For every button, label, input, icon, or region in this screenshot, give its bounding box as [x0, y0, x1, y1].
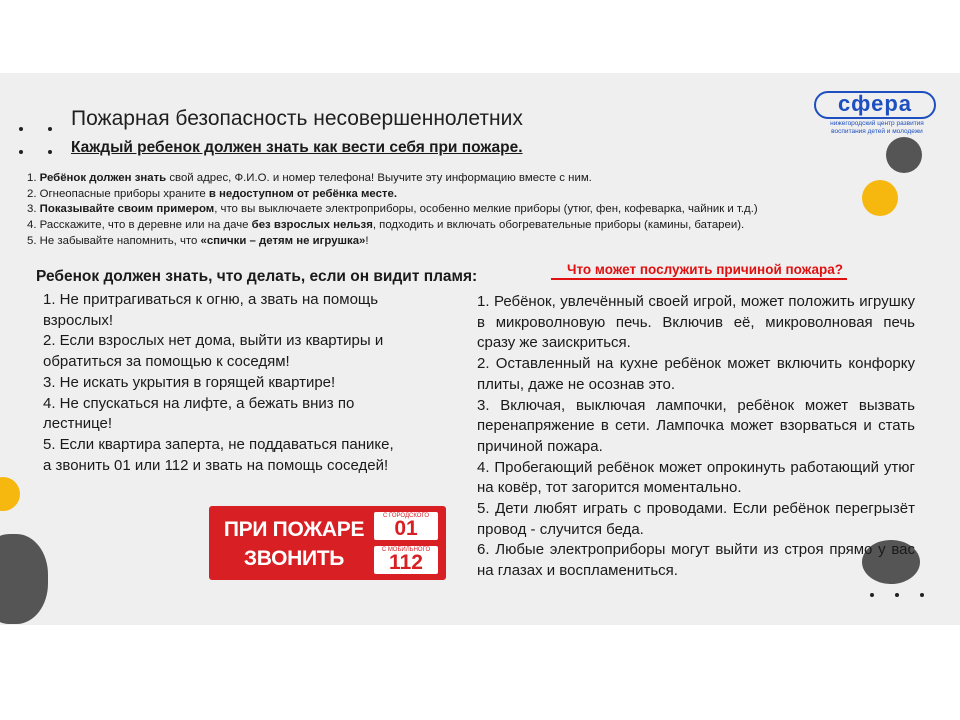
decor-dot — [870, 593, 874, 597]
rule-item: 2. Огнеопасные приборы храните в недоступном от ребёнка месте. — [27, 187, 397, 200]
parent-rules-list — [27, 171, 907, 250]
flame-actions-list — [43, 290, 403, 476]
rule-item: 4. Расскажите, что в деревне или на даче без взрослых нельзя, подходить и включать обогревательные приборы (камины, батареи). — [27, 219, 745, 232]
decor-circle-gray — [886, 137, 922, 173]
list-item: 6. Любые электроприборы могут выйти из строя прямо у вас на глазах и воспламениться. — [477, 541, 915, 580]
page-title: Пожарная безопасность несовершеннолетних — [71, 107, 523, 130]
mobile-label: С МОБИЛЬНОГО — [381, 547, 431, 553]
mobile-number-box — [374, 546, 438, 574]
emergency-call-sign — [209, 506, 446, 580]
list-item: 3. Не искать укрытия в горящей квартире! — [43, 373, 336, 391]
landline-number-box — [374, 512, 438, 540]
sfera-logo — [814, 91, 938, 137]
landline-number: 01 — [394, 517, 418, 540]
page-subtitle: Каждый ребенок должен знать как вести себя при пожаре. — [71, 139, 523, 156]
landline-label: С ГОРОДСКОГО — [382, 513, 430, 519]
decor-dot — [895, 593, 899, 597]
list-item: 2. Оставленный на кухне ребёнок может включить конфорку плиты, даже не осознав это. — [477, 355, 915, 393]
decor-dot — [48, 150, 52, 154]
list-item: 1. Не притрагиваться к огню, а звать на помощь взрослых! — [43, 291, 379, 329]
sign-text: ПРИ ПОЖАРЕ ЗВОНИТЬ — [223, 518, 365, 570]
decor-dot — [19, 150, 23, 154]
fire-causes-heading: Что может послужить причиной пожара? — [551, 262, 847, 280]
rule-item: 3. Показывайте своим примером, что вы выключаете электроприборы, особенно мелкие приборы (утюг, фен, кофеварка, чайник и т.д.) — [27, 203, 758, 216]
mobile-number: 112 — [389, 551, 423, 574]
rule-item: 1. Ребёнок должен знать свой адрес, Ф.И.О. и номер телефона! Выучите эту информацию вместе с ним. — [27, 172, 592, 184]
list-item: 1. Ребёнок, увлечённый своей игрой, может положить игрушку в микроволновую печь. Включив её, микроволновая печь сразу же заискриться. — [477, 293, 915, 352]
decor-dot — [19, 127, 23, 131]
list-item: 4. Пробегающий ребёнок может опрокинуть работающий утюг на ковёр, тот загорится моментально. — [477, 458, 915, 497]
list-item: 2. Если взрослых нет дома, выйти из квартиры и обратиться за помощью к соседям! — [43, 332, 384, 371]
decor-dot — [920, 593, 924, 597]
logo-subtitle: нижегородский центр развития воспитания детей и молодежи — [830, 120, 924, 135]
list-item: 5. Дети любят играть с проводами. Если ребёнок перегрызёт провод - случится беда. — [477, 500, 915, 538]
logo-word: сфера — [814, 91, 936, 119]
list-item: 4. Не спускаться на лифте, а бежать вниз по лестнице! — [43, 394, 355, 433]
list-item: 5. Если квартира заперта, не поддаваться панике, а звонить 01 или 112 и звать на помощь соседей! — [43, 435, 394, 474]
rule-item: 5. Не забывайте напомнить, что «спички – детям не игрушка»! — [27, 234, 369, 247]
flame-actions-heading: Ребенок должен знать, что делать, если он видит пламя: — [36, 268, 478, 285]
list-item: 3. Включая, выключая лампочки, ребёнок может вызвать перенапряжение в сети. Лампочка может взорваться и стать причиной пожара. — [477, 396, 915, 455]
fire-causes-list — [477, 292, 915, 582]
decor-dot — [48, 127, 52, 131]
